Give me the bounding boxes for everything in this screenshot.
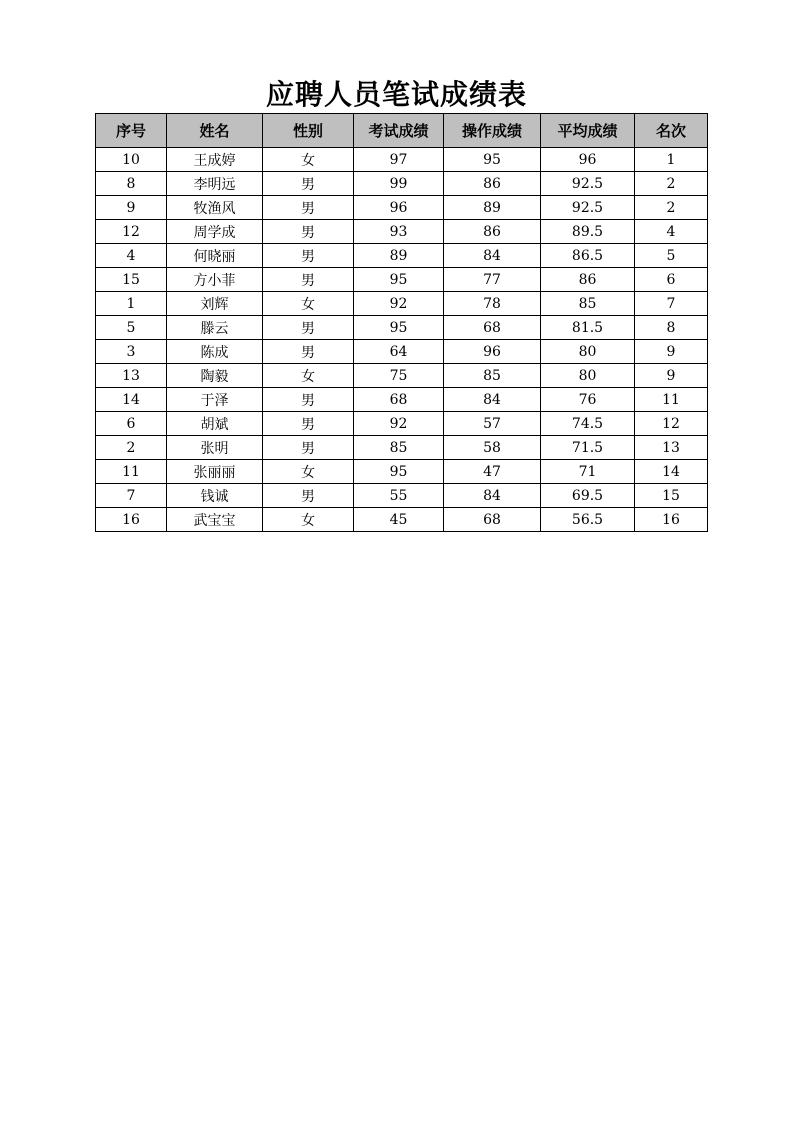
- cell-col-average-score: 89.5: [541, 220, 635, 244]
- cell-col-index: 3: [96, 340, 167, 364]
- cell-col-exam-score: 89: [354, 244, 444, 268]
- table-row: [96, 460, 708, 484]
- cell-col-rank: 8: [635, 316, 708, 340]
- cell-col-average-score: 85: [541, 292, 635, 316]
- header-col-gender: 性别: [263, 114, 354, 148]
- cell-col-rank: 2: [635, 172, 708, 196]
- cell-col-gender: 男: [263, 436, 354, 460]
- cell-col-average-score: 92.5: [541, 172, 635, 196]
- cell-col-average-score: 81.5: [541, 316, 635, 340]
- cell-col-operation-score: 96: [444, 340, 541, 364]
- cell-col-rank: 5: [635, 244, 708, 268]
- cell-col-rank: 14: [635, 460, 708, 484]
- header-col-index: 序号: [96, 114, 167, 148]
- cell-col-exam-score: 68: [354, 388, 444, 412]
- cell-col-exam-score: 75: [354, 364, 444, 388]
- cell-col-name: 陶毅: [167, 364, 263, 388]
- cell-col-index: 14: [96, 388, 167, 412]
- cell-col-operation-score: 68: [444, 508, 541, 532]
- cell-col-average-score: 96: [541, 148, 635, 172]
- cell-col-exam-score: 92: [354, 412, 444, 436]
- cell-col-rank: 9: [635, 364, 708, 388]
- cell-col-index: 16: [96, 508, 167, 532]
- cell-col-operation-score: 84: [444, 244, 541, 268]
- table-row: [96, 196, 708, 220]
- header-col-rank: 名次: [635, 114, 708, 148]
- cell-col-average-score: 80: [541, 340, 635, 364]
- cell-col-gender: 男: [263, 244, 354, 268]
- cell-col-name: 武宝宝: [167, 508, 263, 532]
- cell-col-index: 9: [96, 196, 167, 220]
- cell-col-index: 7: [96, 484, 167, 508]
- cell-col-operation-score: 89: [444, 196, 541, 220]
- cell-col-gender: 男: [263, 220, 354, 244]
- cell-col-rank: 16: [635, 508, 708, 532]
- cell-col-operation-score: 86: [444, 172, 541, 196]
- table-row: [96, 484, 708, 508]
- cell-col-name: 李明远: [167, 172, 263, 196]
- cell-col-index: 5: [96, 316, 167, 340]
- cell-col-name: 王成婷: [167, 148, 263, 172]
- cell-col-exam-score: 95: [354, 316, 444, 340]
- cell-col-exam-score: 96: [354, 196, 444, 220]
- cell-col-exam-score: 95: [354, 268, 444, 292]
- cell-col-average-score: 56.5: [541, 508, 635, 532]
- cell-col-exam-score: 85: [354, 436, 444, 460]
- header-col-name: 姓名: [167, 114, 263, 148]
- table-row: [96, 244, 708, 268]
- cell-col-operation-score: 47: [444, 460, 541, 484]
- cell-col-operation-score: 57: [444, 412, 541, 436]
- cell-col-name: 于泽: [167, 388, 263, 412]
- table-row: [96, 268, 708, 292]
- cell-col-operation-score: 84: [444, 388, 541, 412]
- cell-col-rank: 1: [635, 148, 708, 172]
- cell-col-rank: 7: [635, 292, 708, 316]
- table-row: [96, 316, 708, 340]
- cell-col-name: 陈成: [167, 340, 263, 364]
- table-row: [96, 508, 708, 532]
- cell-col-index: 8: [96, 172, 167, 196]
- cell-col-name: 张明: [167, 436, 263, 460]
- cell-col-operation-score: 84: [444, 484, 541, 508]
- cell-col-gender: 女: [263, 364, 354, 388]
- cell-col-index: 13: [96, 364, 167, 388]
- cell-col-gender: 男: [263, 196, 354, 220]
- cell-col-rank: 2: [635, 196, 708, 220]
- cell-col-index: 6: [96, 412, 167, 436]
- cell-col-operation-score: 86: [444, 220, 541, 244]
- cell-col-index: 15: [96, 268, 167, 292]
- cell-col-average-score: 92.5: [541, 196, 635, 220]
- cell-col-index: 1: [96, 292, 167, 316]
- cell-col-index: 4: [96, 244, 167, 268]
- cell-col-name: 张丽丽: [167, 460, 263, 484]
- cell-col-gender: 女: [263, 508, 354, 532]
- cell-col-operation-score: 58: [444, 436, 541, 460]
- cell-col-name: 胡斌: [167, 412, 263, 436]
- table-row: [96, 220, 708, 244]
- cell-col-rank: 13: [635, 436, 708, 460]
- cell-col-average-score: 80: [541, 364, 635, 388]
- cell-col-index: 10: [96, 148, 167, 172]
- cell-col-gender: 男: [263, 316, 354, 340]
- cell-col-gender: 男: [263, 268, 354, 292]
- table-row: [96, 340, 708, 364]
- cell-col-average-score: 71.5: [541, 436, 635, 460]
- table-row: [96, 388, 708, 412]
- cell-col-average-score: 74.5: [541, 412, 635, 436]
- cell-col-gender: 女: [263, 148, 354, 172]
- cell-col-exam-score: 55: [354, 484, 444, 508]
- cell-col-rank: 6: [635, 268, 708, 292]
- cell-col-average-score: 76: [541, 388, 635, 412]
- cell-col-exam-score: 99: [354, 172, 444, 196]
- header-col-operation-score: 操作成绩: [444, 114, 541, 148]
- cell-col-operation-score: 95: [444, 148, 541, 172]
- cell-col-operation-score: 85: [444, 364, 541, 388]
- table-row: [96, 172, 708, 196]
- cell-col-index: 2: [96, 436, 167, 460]
- cell-col-name: 刘辉: [167, 292, 263, 316]
- cell-col-name: 滕云: [167, 316, 263, 340]
- cell-col-gender: 男: [263, 340, 354, 364]
- header-col-exam-score: 考试成绩: [354, 114, 444, 148]
- cell-col-name: 方小菲: [167, 268, 263, 292]
- cell-col-operation-score: 78: [444, 292, 541, 316]
- cell-col-rank: 15: [635, 484, 708, 508]
- cell-col-rank: 11: [635, 388, 708, 412]
- table-row: [96, 436, 708, 460]
- cell-col-average-score: 86.5: [541, 244, 635, 268]
- cell-col-rank: 9: [635, 340, 708, 364]
- cell-col-average-score: 71: [541, 460, 635, 484]
- table-row: [96, 292, 708, 316]
- cell-col-gender: 男: [263, 412, 354, 436]
- table-body: [96, 148, 708, 532]
- header-col-average-score: 平均成绩: [541, 114, 635, 148]
- cell-col-average-score: 86: [541, 268, 635, 292]
- cell-col-operation-score: 77: [444, 268, 541, 292]
- cell-col-exam-score: 64: [354, 340, 444, 364]
- cell-col-gender: 女: [263, 460, 354, 484]
- table-row: [96, 364, 708, 388]
- cell-col-exam-score: 92: [354, 292, 444, 316]
- cell-col-gender: 男: [263, 484, 354, 508]
- cell-col-index: 11: [96, 460, 167, 484]
- cell-col-exam-score: 45: [354, 508, 444, 532]
- cell-col-rank: 12: [635, 412, 708, 436]
- cell-col-gender: 男: [263, 388, 354, 412]
- cell-col-operation-score: 68: [444, 316, 541, 340]
- cell-col-exam-score: 93: [354, 220, 444, 244]
- cell-col-name: 何晓丽: [167, 244, 263, 268]
- cell-col-gender: 女: [263, 292, 354, 316]
- cell-col-index: 12: [96, 220, 167, 244]
- cell-col-gender: 男: [263, 172, 354, 196]
- cell-col-exam-score: 95: [354, 460, 444, 484]
- cell-col-name: 钱诚: [167, 484, 263, 508]
- cell-col-name: 牧渔风: [167, 196, 263, 220]
- cell-col-exam-score: 97: [354, 148, 444, 172]
- document-title: 应聘人员笔试成绩表: [265, 78, 527, 111]
- table-row: [96, 148, 708, 172]
- cell-col-average-score: 69.5: [541, 484, 635, 508]
- cell-col-rank: 4: [635, 220, 708, 244]
- table-header-row: [96, 114, 708, 148]
- table-row: [96, 412, 708, 436]
- cell-col-name: 周学成: [167, 220, 263, 244]
- score-table: [95, 113, 708, 532]
